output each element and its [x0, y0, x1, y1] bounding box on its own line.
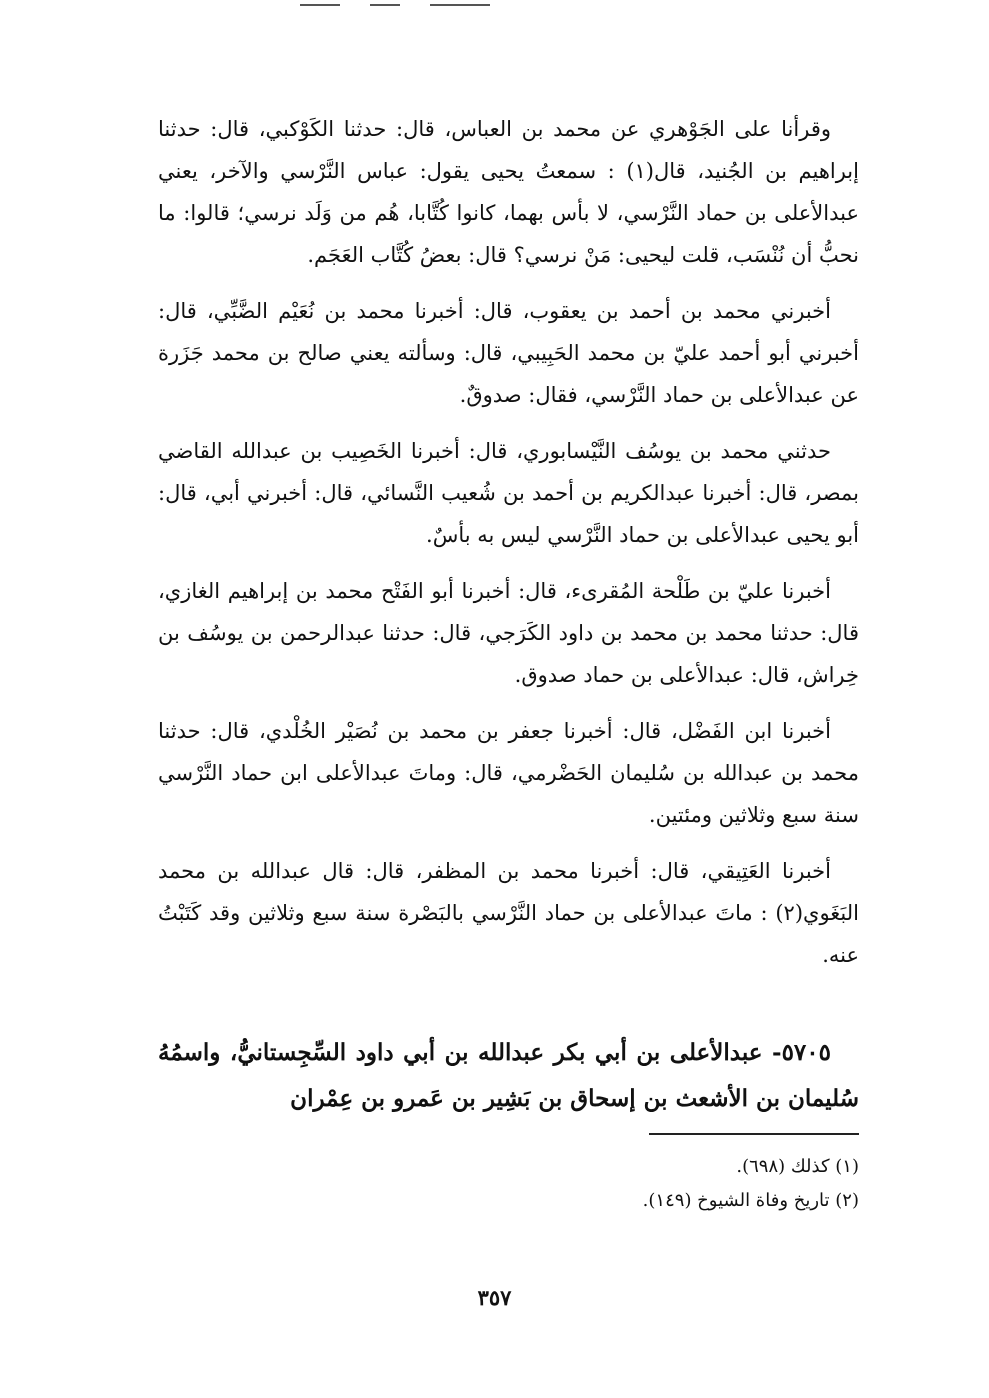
main-text: [158, 108, 859, 990]
footnotes: [158, 1150, 859, 1218]
footnote-2: (٢) تاريخ وفاة الشيوخ (١٤٩).: [642, 1190, 859, 1211]
paragraph-4: أخبرنا عليّ بن طَلْحة المُقرىء، قال: أخبرنا أبو الفَتْح محمد بن إبراهيم الغازي، قال: حدثنا محمد بن محمد بن داود الكَرَجي، قال: حدثنا عبدالرحمن بن يوسُف بن خِراش، قال: عبدالأعلى بن حماد صدوق.: [158, 579, 859, 687]
footnote-1: (١) كذلك (٦٩٨).: [736, 1156, 859, 1177]
top-edge-marks: [300, 4, 560, 10]
paragraph-6: أخبرنا العَتِيقي، قال: أخبرنا محمد بن المظفر، قال: قال عبدالله بن محمد البَغَوي(٢) : ماتَ عبدالأعلى بن حماد النَّرْسي بالبَصْرة سنة سبع وثلاثين وقد كَتَبْتُ عنه.: [158, 859, 859, 967]
entry-heading: ٥٧٠٥- عبدالأعلى بن أبي بكر عبدالله بن أبي داود السِّجِستانيُّ، واسمُهُ سُليمان بن الأشعث بن إسحاق بن بَشِير بن عَمرو بن عِمْران: [158, 1039, 859, 1112]
paragraph-5: أخبرنا ابن الفَضْل، قال: أخبرنا جعفر بن محمد بن نُصَيْر الخُلْدي، قال: حدثنا محمد بن عبدالله بن سُليمان الحَضْرمي، قال: وماتَ عبدالأعلى ابن حماد النَّرْسي سنة سبع وثلاثين ومئتين.: [158, 719, 859, 827]
page-number: ٣٥٧: [477, 1285, 512, 1310]
paragraph-2: أخبرني محمد بن أحمد بن يعقوب، قال: أخبرنا محمد بن نُعَيْم الضَّبِّي، قال: أخبرني أبو أحمد عليّ بن محمد الحَبِيبي، قال: وسألته يعني صالح بن محمد جَزَرة عن عبدالأعلى بن حماد النَّرْسي، فقال: صدوقٌ.: [158, 299, 859, 407]
paragraph-3: حدثني محمد بن يوسُف النَّيْسابوري، قال: أخبرنا الخَصِيب بن عبدالله القاضي بمصر، قال: أخبرنا عبدالكريم بن أحمد بن شُعيب النَّسائي، قال: أخبرني أبي، قال: أبو يحيى عبدالأعلى بن حماد النَّرْسي ليس به بأسٌ.: [158, 439, 859, 547]
paragraph-1: وقرأنا على الجَوْهري عن محمد بن العباس، قال: حدثنا الكَوْكبي، قال: حدثنا إبراهيم بن الجُنيد، قال(١) : سمعتُ يحيى يقول: عباس النَّرْسي والآخر، يعني عبدالأعلى بن حماد النَّرْسي، لا بأس بهما، كانوا كُتَّابا، هُم من وَلَد نرسي؛ قالوا: ما نحبُّ أن نُنْسَب، قلت ليحيى: مَنْ نرسي؟ قال: بعضُ كُتَّاب العَجَم.: [158, 117, 859, 267]
footnote-divider: [649, 1133, 859, 1135]
